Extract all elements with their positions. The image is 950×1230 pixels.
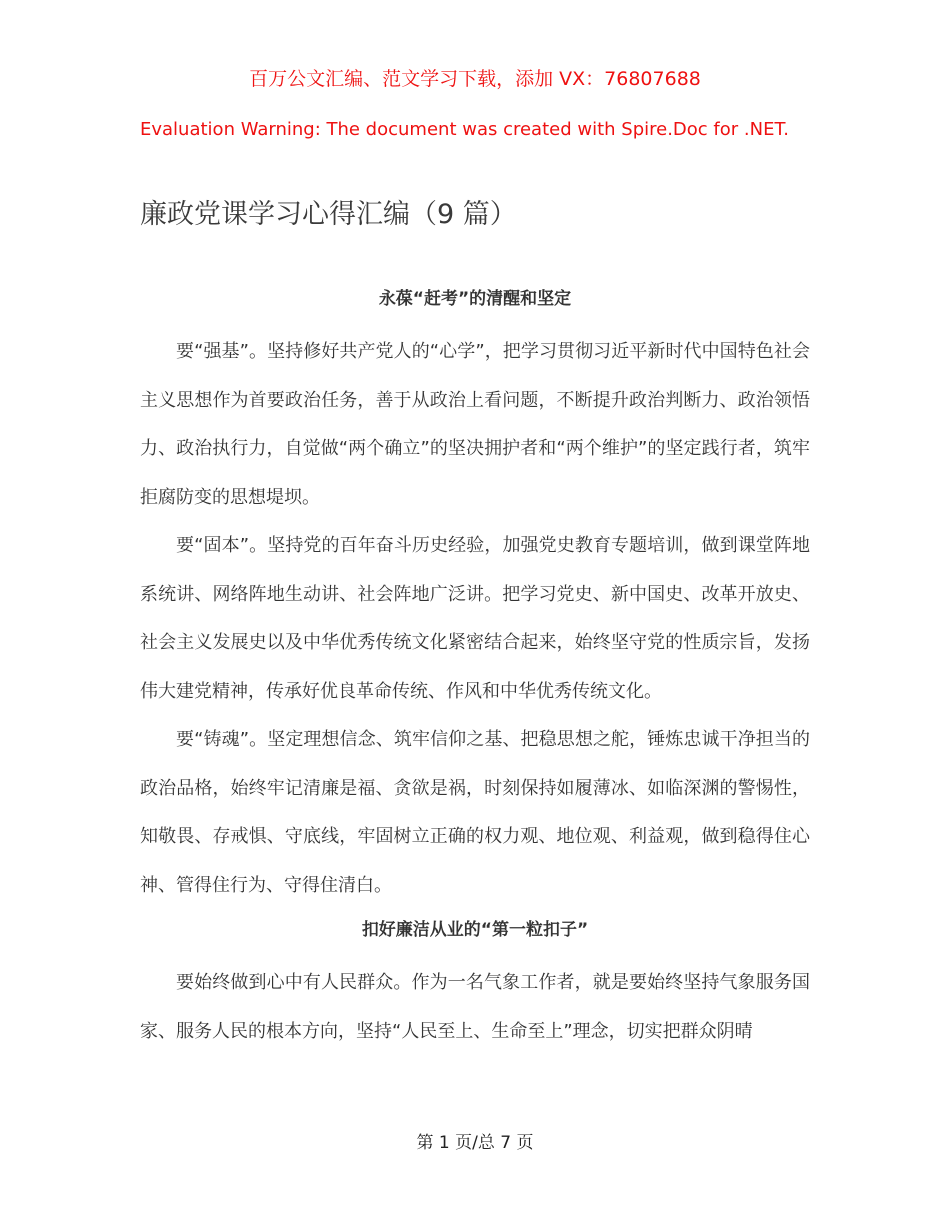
page-number-footer: 第 1 页/总 7 页 (416, 1133, 534, 1153)
section-heading: 扣好廉洁从业的“第一粒扣子” (361, 920, 589, 940)
paragraph: 要“强基”。坚持修好共产党人的“心学”，把学习贯彻习近平新时代中国特色社会主义思想作为首要政治任务，善于从政治上看问题，不断提升政治判断力、政治领悟力、政治执行力，自觉做“两个确立”的坚决拥护者和“两个维护”的坚定践行者，筑牢拒腐防变的思想堤坝。 (140, 341, 810, 508)
section-heading: 永葆“赶考”的清醒和坚定 (378, 289, 572, 309)
document-title: 廉政党课学习心得汇编（9 篇） (140, 199, 517, 230)
paragraph: 要“固本”。坚持党的百年奋斗历史经验，加强党史教育专题培训，做到课堂阵地系统讲、网络阵地生动讲、社会阵地广泛讲。把学习党史、新中国史、改革开放史、社会主义发展史以及中华优秀传统文化紧密结合起来，始终坚守党的性质宗旨，发扬伟大建党精神，传承好优良革命传统、作风和中华优秀传统文化。 (140, 535, 810, 702)
ad-header-line: 百万公文汇编、范文学习下载，添加 VX：76807688 (249, 68, 701, 90)
paragraph: 要“铸魂”。坚定理想信念、筑牢信仰之基、把稳思想之舵，锤炼忠诚干净担当的政治品格，始终牢记清廉是福、贪欲是祸，时刻保持如履薄冰、如临深渊的警惕性，知敬畏、存戒惧、守底线，牢固树立正确的权力观、地位观、利益观，做到稳得住心神、管得住行为、守得住清白。 (140, 729, 810, 896)
document-body (140, 279, 810, 1056)
paragraph: 要始终做到心中有人民群众。作为一名气象工作者，就是要始终坚持气象服务国家、服务人民的根本方向，坚持“人民至上、生命至上”理念，切实把群众阴晴 (140, 972, 810, 1042)
evaluation-warning: Evaluation Warning: The document was created with Spire.Doc for .NET. (140, 119, 790, 140)
